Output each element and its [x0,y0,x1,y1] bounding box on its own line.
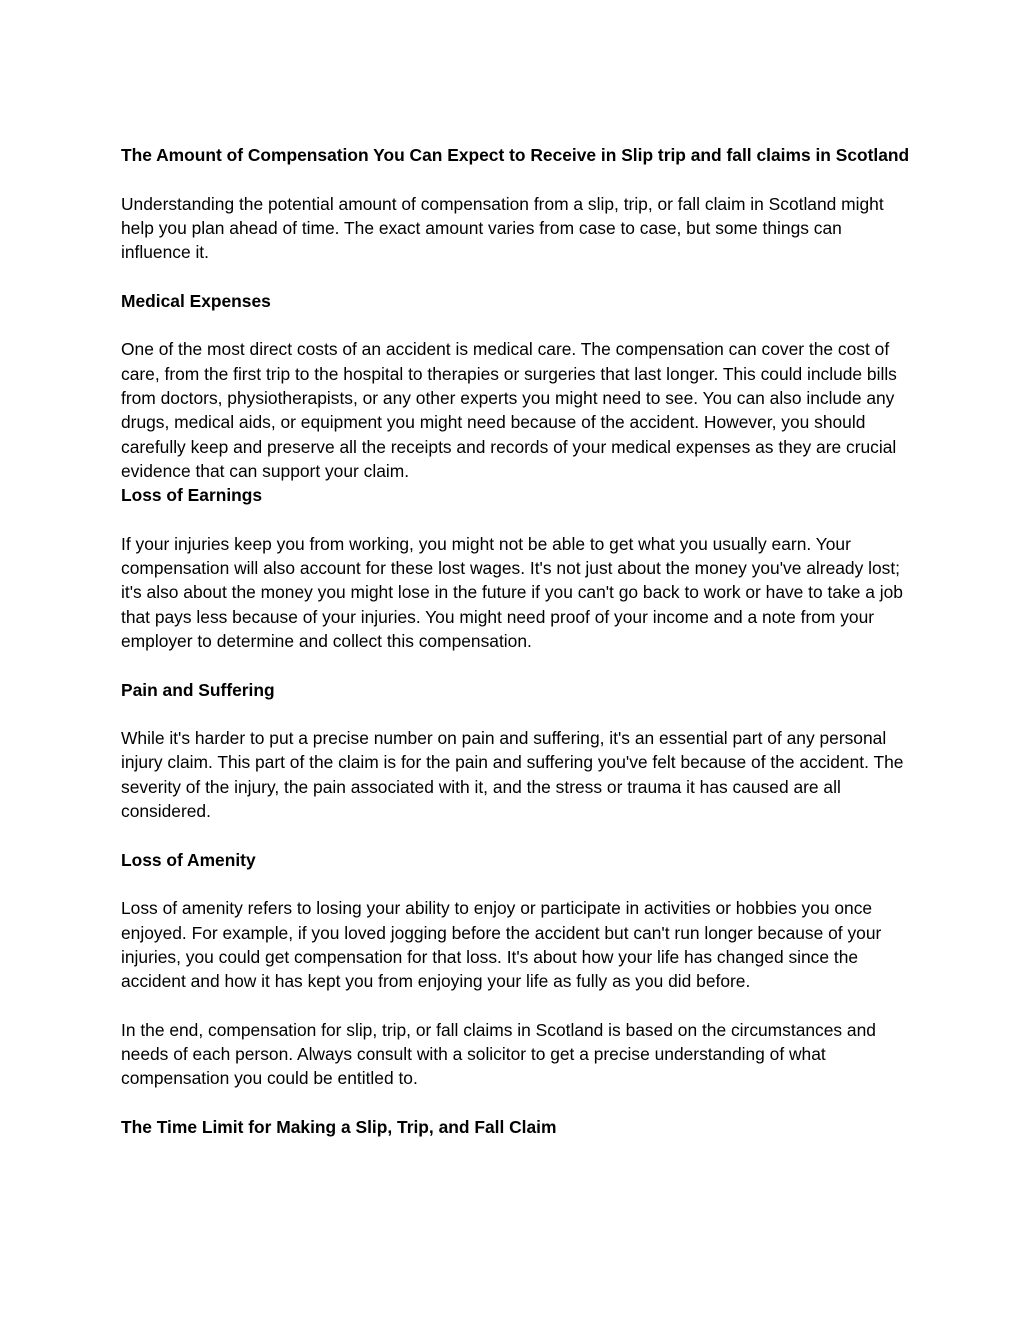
section-heading-pain-and-suffering: Pain and Suffering [121,679,275,700]
section-body-loss-of-earnings: If your injuries keep you from working, you might not be able to get what you usually earn. Your compensation will also account for these lost wages. It's not just about the money you've already lost; it's also about the money you might lose in the future if you can't go back to work or have to take a job that pays less because of your injuries. You might need proof of your income and a note from your employer to determine and collect this compensation. [121,533,903,651]
section-heading-loss-of-earnings: Loss of Earnings [121,485,263,506]
section-heading-medical-expenses: Medical Expenses [121,290,271,311]
section-body-medical-expenses: One of the most direct costs of an accident is medical care. The compensation can cover the cost of care, from the first trip to the hospital to therapies or surgeries that last longer. This could include bills from doctors, physiotherapists, or any other experts you might need to see. You can also include any drugs, medical aids, or equipment you might need because of the accident. However, you should carefully keep and preserve all the receipts and records of your medical expenses as they are crucial evidence that can support your claim. [121,339,897,481]
section-body-pain-and-suffering: While it's harder to put a precise number on pain and suffering, it's an essential part of any personal injury claim. This part of the claim is for the pain and suffering you've felt because of the accident. The severity of the injury, the pain associated with it, and the stress or trauma it has caused are all considered. [121,728,904,822]
intro-paragraph: Understanding the potential amount of compensation from a slip, trip, or fall claim in Scotland might help you plan ahead of time. The exact amount varies from case to case, but some things can influence it. [121,193,884,263]
conclusion-paragraph: In the end, compensation for slip, trip, or fall claims in Scotland is based on the circumstances and needs of each person. Always consult with a solicitor to get a precise understanding of what compensation you could be entitled to. [121,1019,876,1089]
section-heading-time-limit: The Time Limit for Making a Slip, Trip, and Fall Claim [121,1116,557,1137]
section-heading-loss-of-amenity: Loss of Amenity [121,849,256,870]
document-title: The Amount of Compensation You Can Expect to Receive in Slip trip and fall claims in Scotland [121,145,910,165]
document-page [121,143,911,1139]
section-body-loss-of-amenity: Loss of amenity refers to losing your ability to enjoy or participate in activities or hobbies you once enjoyed. For example, if you loved jogging before the accident but can't run longer because of your injuries, you could get compensation for that loss. It's about how your life has changed since the accident and how it has kept you from enjoying your life as fully as you did before. [121,898,882,992]
